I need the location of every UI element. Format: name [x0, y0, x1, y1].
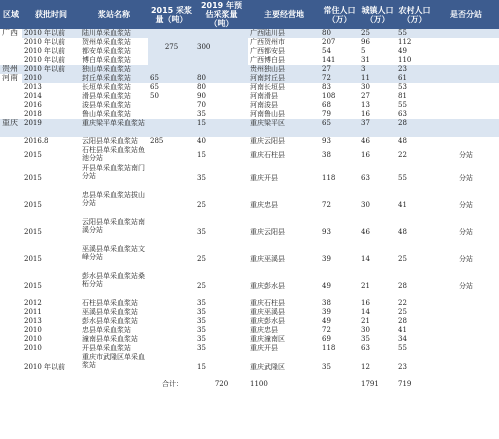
cell-vol2019: 15 [197, 362, 206, 371]
cell-time: 2013 [24, 83, 42, 91]
cell-vol2015: 65 [148, 74, 195, 83]
cell-pop: 207 [322, 38, 336, 46]
cell-pop: 72 [322, 326, 331, 334]
cell-place: 广西陆川县 [248, 29, 320, 38]
cell-vol2019: 35 [197, 173, 206, 182]
region-cell: 重庆 [0, 119, 22, 137]
cell-branch [433, 299, 499, 308]
cell-place: 重庆石柱县 [250, 299, 285, 307]
cell-place: 河南封丘县 [248, 74, 320, 83]
cell-vol2015 [148, 146, 195, 164]
total-row [0, 380, 499, 389]
cell-time: 2014 [24, 92, 42, 100]
cell-branch [433, 110, 499, 119]
col-region: 区域 [0, 0, 22, 29]
cell-place: 重庆巫溪县 [250, 308, 285, 316]
cell-place: 重庆开县 [250, 173, 278, 182]
cell-name: 开县单采血浆站南门分站 [82, 164, 145, 180]
cell-branch [433, 92, 499, 101]
table-row [0, 317, 499, 326]
table-row [0, 191, 499, 218]
cell-rural: 22 [398, 299, 407, 307]
cell-pop: 141 [322, 56, 336, 64]
cell-place: 贵州独山县 [248, 65, 320, 74]
cell-urban: 5 [361, 47, 366, 55]
cell-vol2019: 25 [197, 281, 206, 290]
cell-pop: 35 [322, 362, 331, 371]
cell-vol2019: 25 [197, 254, 206, 263]
col-population: 常住人口（万） [320, 0, 359, 29]
cell-urban: 3 [359, 65, 396, 74]
cell-vol2019-merged: 300 [195, 29, 248, 65]
cell-time: 2010 年以前 [22, 29, 80, 38]
table-row [0, 119, 499, 137]
cell-vol2019: 35 [197, 227, 206, 236]
cell-urban: 16 [361, 110, 370, 118]
table-row [0, 74, 499, 83]
cell-time: 2010 年以前 [24, 47, 66, 55]
cell-name: 云阳县单采血浆站南溪分站 [82, 218, 145, 234]
table-row [0, 92, 499, 101]
cell-place: 重庆潼南区 [250, 335, 285, 343]
cell-name: 彭水县单采血浆站桑柘分站 [82, 272, 145, 288]
table-row [0, 29, 499, 38]
cell-vol2019: 15 [197, 151, 206, 159]
cell-name: 重庆梁平单采血浆站 [80, 119, 148, 137]
cell-name: 开县单采血浆站 [82, 344, 131, 352]
cell-vol2015 [148, 218, 195, 245]
table-row [0, 38, 499, 47]
cell-urban: 63 [361, 344, 370, 352]
cell-vol2019: 25 [197, 200, 206, 209]
cell-place: 重庆彭水县 [250, 281, 285, 290]
cell-branch [433, 65, 499, 74]
cell-urban: 25 [359, 29, 396, 38]
cell-branch [433, 47, 499, 56]
col-main-place: 主要经营地 [248, 0, 320, 29]
cell-vol2015 [148, 299, 195, 308]
cell-vol2019: 35 [197, 344, 206, 352]
cell-pop: 39 [322, 308, 331, 316]
cell-vol2019: 70 [197, 101, 206, 109]
cell-time: 2015 [24, 227, 42, 236]
cell-name: 都安单采血浆站 [82, 47, 131, 55]
cell-name: 云阳县单采血浆站 [82, 137, 138, 145]
cell-time: 2010 年以前 [24, 38, 66, 46]
cell-rural: 22 [398, 151, 407, 159]
cell-time: 2010 [24, 326, 42, 334]
cell-urban: 30 [361, 200, 370, 209]
cell-urban: 21 [361, 317, 370, 325]
cell-urban: 13 [361, 101, 370, 109]
table-row [0, 83, 499, 92]
table-row [0, 344, 499, 353]
col-approval-time: 获批时间 [22, 0, 80, 29]
cell-place: 重庆云阳县 [250, 137, 285, 145]
cell-name: 博白单采血浆站 [82, 56, 131, 64]
col-station-name: 浆站名称 [80, 0, 148, 29]
cell-time: 2010 [24, 344, 42, 352]
cell-branch [433, 101, 499, 110]
cell-rural: 28 [398, 281, 407, 290]
cell-vol2019: 35 [197, 110, 206, 118]
cell-rural: 53 [398, 83, 407, 91]
table-row [0, 326, 499, 335]
cell-pop: 72 [320, 74, 359, 83]
cell-name: 独山单采血浆站 [80, 65, 148, 74]
cell-name: 忠县单采血浆站 [82, 326, 131, 334]
col-branch: 是否分站 [433, 0, 499, 29]
cell-rural: 25 [398, 254, 407, 263]
cell-urban: 30 [361, 83, 370, 91]
total-blank [320, 380, 359, 389]
cell-pop: 83 [322, 83, 331, 91]
cell-name: 石柱县单采血浆站鱼池分站 [82, 146, 145, 162]
cell-name: 巫溪县单采血浆站 [82, 308, 138, 316]
cell-vol2015 [148, 191, 195, 218]
cell-vol2015: 50 [150, 92, 159, 100]
cell-vol2015 [148, 101, 195, 110]
cell-branch: 分站 [459, 254, 473, 263]
cell-time: 2019 [22, 119, 80, 137]
cell-name: 封丘单采血浆站 [80, 74, 148, 83]
cell-branch [433, 317, 499, 326]
cell-vol2015 [148, 65, 195, 74]
cell-rural: 28 [396, 119, 433, 137]
cell-urban: 31 [361, 56, 370, 64]
col-vol-2015: 2015 采浆量（吨） [148, 0, 195, 29]
cell-urban: 37 [359, 119, 396, 137]
cell-pop: 118 [322, 173, 336, 182]
cell-name: 忠县单采血浆站拔山分站 [82, 191, 145, 207]
cell-urban: 35 [361, 335, 370, 343]
cell-branch [433, 308, 499, 317]
table-row [0, 146, 499, 164]
cell-name: 长垣单采血浆站 [82, 83, 131, 91]
table-row [0, 299, 499, 308]
cell-pop: 80 [320, 29, 359, 38]
cell-place: 河南长垣县 [250, 83, 285, 91]
cell-place: 重庆石柱县 [250, 151, 285, 159]
cell-vol2019: 35 [197, 326, 206, 334]
region-cell: 贵州 [0, 65, 22, 74]
total-urban: 719 [398, 380, 412, 388]
total-blank [22, 380, 80, 389]
cell-pop: 79 [322, 110, 331, 118]
cell-urban: 14 [361, 308, 370, 316]
cell-vol2019: 15 [195, 119, 248, 137]
cell-time: 2015 [24, 173, 42, 182]
table-row [0, 56, 499, 65]
table-row [0, 353, 499, 380]
cell-name: 滑县单采血浆站 [82, 92, 131, 100]
cell-urban: 46 [361, 227, 370, 236]
cell-rural: 23 [396, 65, 433, 74]
cell-place: 河南鲁山县 [250, 110, 285, 118]
cell-vol2015: 65 [150, 83, 159, 91]
cell-place: 河南浚县 [250, 101, 278, 109]
cell-vol2015 [148, 110, 195, 119]
table-row [0, 110, 499, 119]
col-rural: 农村人口（万） [396, 0, 433, 29]
cell-pop: 69 [322, 335, 331, 343]
cell-time: 2010 [24, 335, 42, 343]
cell-branch [433, 137, 499, 146]
cell-rural: 112 [398, 38, 412, 46]
cell-vol2019 [195, 65, 248, 74]
cell-pop: 54 [322, 47, 331, 55]
cell-pop: 38 [322, 151, 331, 159]
cell-time: 2016 [24, 101, 42, 109]
cell-urban: 14 [361, 254, 370, 263]
cell-urban: 16 [361, 299, 370, 307]
cell-name: 鲁山单采血浆站 [82, 110, 131, 118]
cell-time: 2015 [24, 151, 42, 159]
cell-place: 重庆忠县 [250, 326, 278, 334]
cell-place: 广西博白县 [250, 56, 285, 64]
cell-pop: 39 [322, 254, 331, 263]
cell-pop: 68 [322, 101, 331, 109]
cell-rural: 41 [398, 200, 407, 209]
cell-urban: 30 [361, 326, 370, 334]
cell-place: 重庆忠县 [250, 200, 278, 209]
cell-vol2015 [148, 326, 195, 335]
total-pop: 1791 [361, 380, 379, 388]
cell-rural: 63 [398, 110, 407, 118]
cell-time: 2010 年以前 [24, 362, 66, 371]
cell-urban: 46 [361, 137, 370, 145]
cell-vol2019: 35 [197, 335, 206, 343]
cell-urban: 21 [361, 281, 370, 290]
cell-place: 重庆武隆区 [250, 362, 285, 371]
cell-rural: 81 [398, 92, 407, 100]
col-vol-2019: 2019 年预估采浆量（吨） [195, 0, 248, 29]
cell-pop: 65 [320, 119, 359, 137]
cell-vol2019: 35 [197, 299, 206, 307]
region-cell: 广西 [2, 29, 18, 37]
cell-urban: 63 [361, 173, 370, 182]
cell-time: 2010 年以前 [22, 65, 80, 74]
cell-place: 重庆彭水县 [250, 317, 285, 325]
cell-rural: 55 [396, 29, 433, 38]
cell-urban: 11 [359, 74, 396, 83]
cell-vol2015 [148, 335, 195, 344]
cell-branch [433, 326, 499, 335]
cell-rural: 55 [398, 101, 407, 109]
cell-branch: 分站 [459, 200, 473, 209]
cell-time: 2010 年以前 [24, 56, 66, 64]
cell-urban: 27 [361, 92, 370, 100]
cell-name: 贺州单采血浆站 [82, 38, 131, 46]
cell-branch [433, 335, 499, 344]
cell-vol2015 [148, 344, 195, 353]
total-vol2019: 1100 [250, 380, 268, 388]
cell-vol2019: 35 [197, 308, 206, 316]
cell-vol2015 [148, 308, 195, 317]
cell-branch [433, 74, 499, 83]
cell-vol2019: 90 [197, 92, 206, 100]
total-blank [80, 380, 148, 389]
cell-branch: 分站 [459, 173, 473, 182]
table-row [0, 101, 499, 110]
table-row [0, 137, 499, 146]
total-rural [433, 380, 499, 389]
cell-rural: 48 [398, 137, 407, 145]
cell-time: 2016.8 [24, 137, 49, 145]
cell-vol2019: 80 [197, 83, 206, 91]
cell-name: 陆川单采血浆站 [80, 29, 148, 38]
cell-vol2019: 35 [197, 317, 206, 325]
cell-rural: 49 [398, 47, 407, 55]
cell-branch [433, 38, 499, 47]
cell-time: 2011 [24, 308, 42, 316]
cell-name: 巫溪县单采血浆站文峰分站 [82, 245, 145, 261]
cell-name: 潼南县单采血浆站 [82, 335, 138, 343]
table-row [0, 47, 499, 56]
total-vol2015: 720 [214, 380, 229, 388]
cell-place: 重庆巫溪县 [250, 254, 285, 263]
cell-rural: 34 [398, 335, 407, 343]
cell-branch [433, 344, 499, 353]
cell-name: 浚县单采血浆站 [82, 101, 131, 109]
cell-branch [433, 29, 499, 38]
cell-branch [433, 83, 499, 92]
cell-place: 重庆云阳县 [250, 227, 285, 236]
table-row [0, 218, 499, 245]
cell-name: 石柱县单采血浆站 [82, 299, 138, 307]
cell-vol2015 [148, 317, 195, 326]
cell-vol2015 [148, 272, 195, 299]
cell-branch [433, 119, 499, 137]
cell-vol2015 [148, 119, 195, 137]
cell-rural: 55 [398, 173, 407, 182]
table-row [0, 272, 499, 299]
cell-rural: 48 [398, 227, 407, 236]
table-row [0, 65, 499, 74]
cell-name: 彭水县单采血浆站 [82, 317, 138, 325]
cell-time: 2015 [24, 254, 42, 263]
cell-pop: 118 [322, 344, 336, 352]
cell-urban: 12 [361, 362, 370, 371]
total-label: 合计： [162, 380, 183, 388]
region-cell: 河南 [2, 74, 18, 82]
cell-pop: 108 [322, 92, 336, 100]
cell-urban: 16 [361, 151, 370, 159]
cell-branch [433, 56, 499, 65]
cell-vol2019: 40 [197, 137, 206, 145]
cell-pop: 27 [320, 65, 359, 74]
cell-place: 广西都安县 [250, 47, 285, 55]
cell-pop: 38 [322, 299, 331, 307]
cell-time: 2015 [24, 200, 42, 209]
cell-pop: 72 [322, 200, 331, 209]
table-row [0, 335, 499, 344]
cell-rural: 41 [398, 326, 407, 334]
cell-rural: 61 [396, 74, 433, 83]
cell-rural: 110 [398, 56, 412, 64]
cell-vol2015: 285 [150, 137, 164, 145]
cell-pop: 93 [322, 227, 331, 236]
cell-time: 2010 [22, 74, 80, 83]
cell-pop: 49 [322, 317, 331, 325]
cell-place: 河南滑县 [250, 92, 278, 100]
cell-time: 2018 [24, 110, 42, 118]
table-row [0, 245, 499, 272]
cell-branch: 分站 [459, 227, 473, 236]
cell-rural: 23 [398, 362, 407, 371]
cell-name: 重庆市武隆区单采血浆站 [82, 353, 145, 369]
cell-vol2015 [148, 353, 195, 380]
cell-pop: 93 [322, 137, 331, 145]
cell-branch: 分站 [459, 151, 473, 159]
cell-branch [433, 353, 499, 380]
cell-branch: 分站 [459, 281, 473, 290]
region-cell-blank [0, 137, 22, 389]
cell-rural: 25 [398, 308, 407, 316]
cell-vol2015 [148, 164, 195, 191]
cell-place: 广西贺州市 [250, 38, 285, 46]
cell-place: 重庆梁平区 [248, 119, 320, 137]
col-urban: 城镇人口（万） [359, 0, 396, 29]
table-row [0, 164, 499, 191]
cell-time: 2015 [24, 281, 42, 290]
cell-urban: 96 [361, 38, 370, 46]
cell-rural: 55 [398, 344, 407, 352]
header-row [0, 0, 499, 29]
cell-time: 2013 [24, 317, 42, 325]
cell-pop: 49 [322, 281, 331, 290]
cell-vol2019: 80 [195, 74, 248, 83]
cell-rural: 28 [398, 317, 407, 325]
table-row [0, 308, 499, 317]
cell-vol2015 [148, 245, 195, 272]
cell-place: 重庆开县 [250, 344, 278, 352]
cell-time: 2012 [24, 299, 42, 307]
cell-vol2015-merged: 275 [148, 29, 195, 65]
